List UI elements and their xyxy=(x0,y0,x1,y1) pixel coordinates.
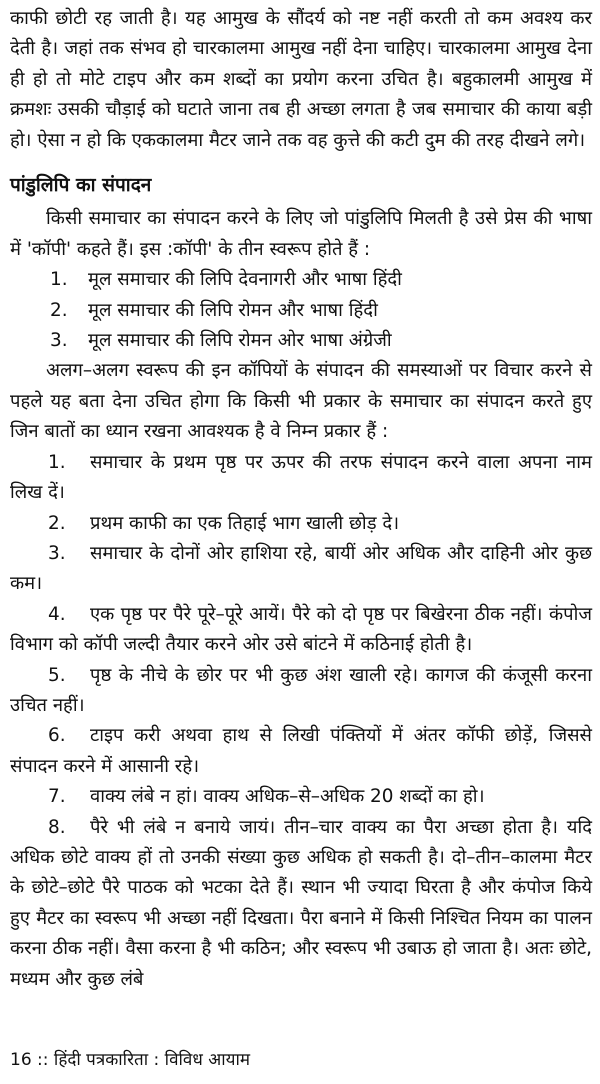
copy-forms-list xyxy=(10,265,592,356)
list-item xyxy=(10,296,592,326)
rule-item xyxy=(10,782,592,812)
page-footer xyxy=(10,1048,250,1072)
list-text: मूल समाचार की लिपि रोमन ओर भाषा अंग्रेजी xyxy=(88,330,392,352)
rule-text: एक पृष्ठ पर पैरे पूरे–पूरे आयें। पैरे को दो पृष्ठ पर बिखेरना ठीक नहीं। कंपोज विभाग को कॉपी जल्दी तैयार करने ओर उसे बांटने में कठिनाई होती है। xyxy=(10,603,592,656)
list-text: मूल समाचार की लिपि देवनागरी और भाषा हिंदी xyxy=(88,269,402,291)
list-item xyxy=(10,326,592,356)
section-heading: पांडुलिपि का संपादन xyxy=(10,174,152,197)
rule-item xyxy=(10,813,592,995)
transition-paragraph: अलग–अलग स्वरूप की इन कॉपियों के संपादन की समस्याओं पर विचार करने से पहले यह बता देना उचित होगा कि किसी भी प्रकार के समाचार का संपादन करते हुए जिन बातों का ध्यान रखना आवश्यक है वे निम्न प्रकार हैं : xyxy=(10,360,592,443)
rule-item xyxy=(10,600,592,661)
rule-item xyxy=(10,539,592,600)
list-text: मूल समाचार की लिपि रोमन और भाषा हिंदी xyxy=(88,299,378,321)
rule-number: 3. xyxy=(48,542,66,564)
page-number: 16 xyxy=(10,1050,32,1070)
rule-item xyxy=(10,509,592,539)
rule-item xyxy=(10,448,592,509)
editing-rules-list xyxy=(10,448,592,995)
rule-number: 1. xyxy=(48,451,66,473)
book-title: हिंदी पत्रकारिता : विविध आयाम xyxy=(53,1050,251,1070)
rule-text: वाक्य लंबे न हां। वाक्य अधिक–से–अधिक 20 शब्दों का हो। xyxy=(90,786,485,808)
list-number: 2. xyxy=(50,299,68,321)
page-body xyxy=(10,4,592,995)
rule-number: 5. xyxy=(48,664,66,686)
rule-item xyxy=(10,661,592,722)
intro-paragraph: किसी समाचार का संपादन करने के लिए जो पांडुलिपि मिलती है उसे प्रेस की भाषा में 'कॉपी' कहते हैं। इस :कॉपी' के तीन स्वरूप होते हैं : xyxy=(10,208,592,260)
rule-item xyxy=(10,721,592,782)
rule-number: 4. xyxy=(48,603,66,625)
rule-number: 7. xyxy=(48,786,66,808)
rule-number: 8. xyxy=(48,816,66,838)
footer-separator: :: xyxy=(37,1050,49,1070)
list-number: 1. xyxy=(50,269,68,291)
rule-number: 2. xyxy=(48,512,66,534)
rule-text: पृष्ठ के नीचे के छोर पर भी कुछ अंश खाली रहे। कागज की कंजूसी करना उचित नहीं। xyxy=(10,664,592,716)
rule-text: प्रथम काफी का एक तिहाई भाग खाली छोड़ दे। xyxy=(90,512,400,534)
rule-text: टाइप करी अथवा हाथ से लिखी पंक्तियों में अंतर कॉफी छोड़ें, जिससे संपादन करने में आसानी रहे। xyxy=(10,725,592,777)
rule-text: समाचार के दोनों ओर हाशिया रहे, बायीं ओर अधिक और दाहिनी ओर कुछ कम। xyxy=(10,542,592,595)
list-number: 3. xyxy=(50,330,68,352)
opening-paragraph: काफी छोटी रह जाती है। यह आमुख के सौंदर्य को नष्ट नहीं करती तो कम अवश्य कर देती है। जहां तक संभव हो चारकालमा आमुख नहीं देना चाहिए। चारकालमा आमुख देना ही हो तो मोटे टाइप और कम शब्दों का प्रयोग करना उचित है। बहुकालमी आमुख में क्रमशः उसकी चौड़ाई को घटाते जाना तब ही अच्छा लगता है जब समाचार की काया बड़ी हो। ऐसा न हो कि एककालमा मैटर जाने तक वह कुत्ते की कटी दुम की तरह दीखने लगे। xyxy=(10,8,592,151)
rule-text: समाचार के प्रथम पृष्ठ पर ऊपर की तरफ संपादन करने वाला अपना नाम लिख दें। xyxy=(10,451,592,504)
rule-number: 6. xyxy=(48,725,66,747)
list-item xyxy=(10,265,592,295)
rule-text: पैरे भी लंबे न बनाये जायं। तीन–चार वाक्य का पैरा अच्छा होता है। यदि अधिक छोटे वाक्य हों तो उनकी संख्या कुछ अधिक हो सकती है। दो–तीन–कालमा मैटर के छोटे–छोटे पैरे पाठक को भटका देते हैं। स्थान भी ज्यादा घिरता है और कंपोज किये हुए मैटर का स्वरूप भी अच्छा नहीं दिखता। पैरा बनाने में किसी निश्चित नियम का पालन करना ठीक नहीं। वैसा करना है भी कठिन; और स्वरूप भी उबाऊ हो जाता है। अतः छोटे, मध्यम और कुछ लंबे xyxy=(10,816,592,990)
